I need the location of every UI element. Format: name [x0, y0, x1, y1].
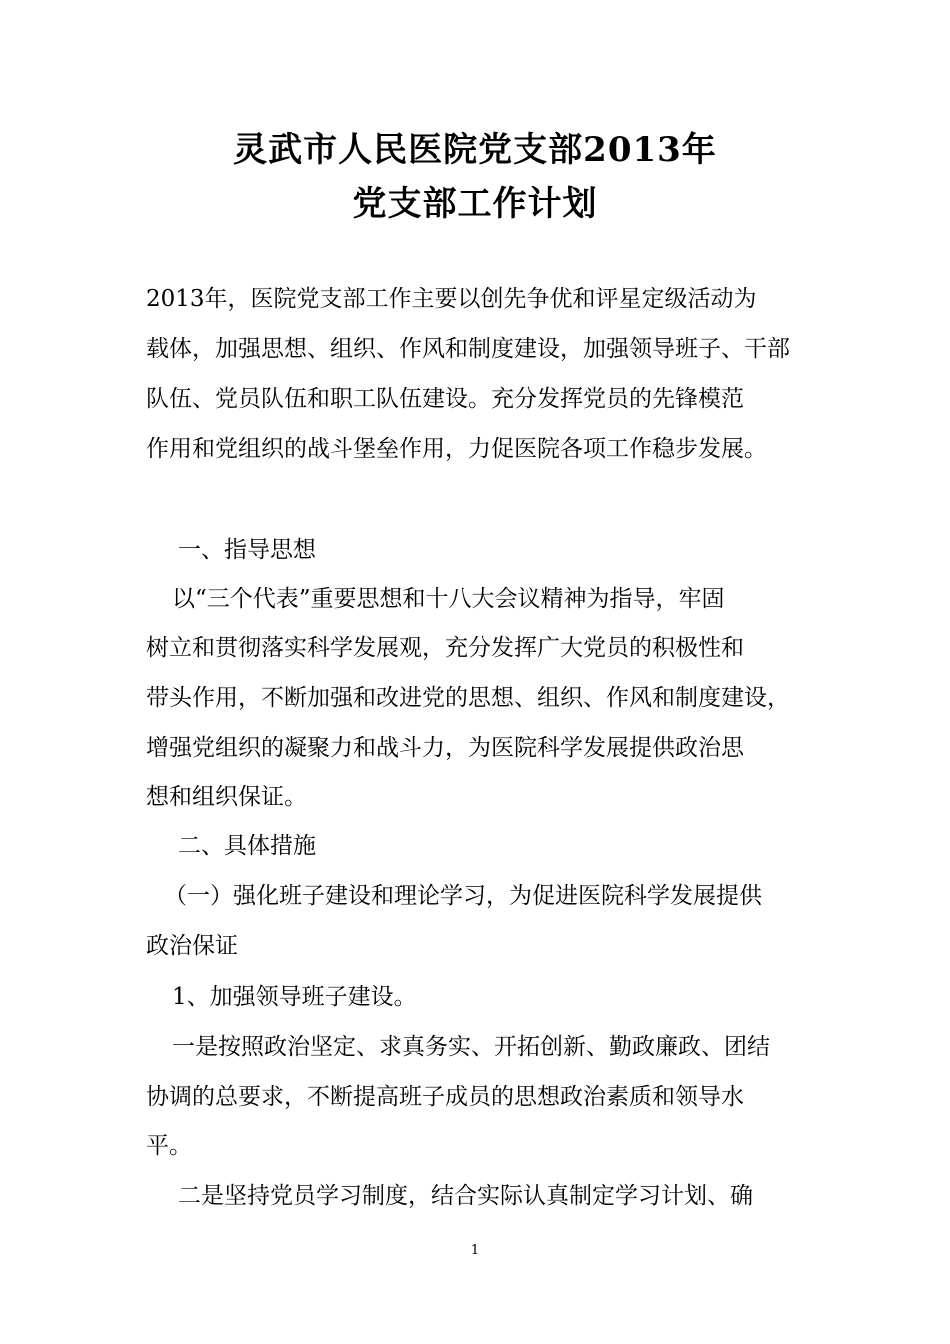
- paragraph-line: 一是按照政治坚定、求真务实、开拓创新、勤政廉政、团结: [172, 1034, 770, 1060]
- paragraph-line: 载体，加强思想、组织、作风和制度建设，加强领导班子、干部: [146, 336, 790, 362]
- document-title-line-1: 灵武市人民医院党支部2013年: [233, 130, 717, 170]
- paragraph-line: 协调的总要求，不断提高班子成员的思想政治素质和领导水: [146, 1084, 744, 1110]
- paragraph-line: 队伍、党员队伍和职工队伍建设。充分发挥党员的先锋模范: [146, 386, 744, 412]
- paragraph-line: 带头作用，不断加强和改进党的思想、组织、作风和制度建设，: [146, 685, 790, 711]
- page-number: 1: [470, 1243, 480, 1258]
- paragraph-line: 树立和贯彻落实科学发展观，充分发挥广大党员的积极性和: [146, 635, 744, 661]
- paragraph-line: 2013年，医院党支部工作主要以创先争优和评星定级活动为: [146, 286, 757, 312]
- document-title-line-2: 党支部工作计划: [352, 184, 598, 224]
- paragraph-line: 以“三个代表”重要思想和十八大会议精神为指导，牢固: [172, 586, 725, 612]
- subsection-heading: （一）强化班子建设和理论学习，为促进医院科学发展提供: [164, 883, 762, 909]
- paragraph-line: 政治保证: [146, 933, 238, 959]
- section-heading-specific-measures: 二、具体措施: [178, 833, 316, 859]
- paragraph-line: 增强党组织的凝聚力和战斗力，为医院科学发展提供政治思: [146, 735, 744, 761]
- paragraph-line: 想和组织保证。: [146, 784, 307, 810]
- section-heading-guiding-ideology: 一、指导思想: [178, 537, 316, 563]
- paragraph-line: 平。: [146, 1133, 192, 1159]
- paragraph-line: 作用和党组织的战斗堡垒作用，力促医院各项工作稳步发展。: [146, 436, 767, 462]
- item-heading: 1、加强领导班子建设。: [172, 984, 417, 1010]
- paragraph-line: 二是坚持党员学习制度，结合实际认真制定学习计划、确: [178, 1183, 753, 1209]
